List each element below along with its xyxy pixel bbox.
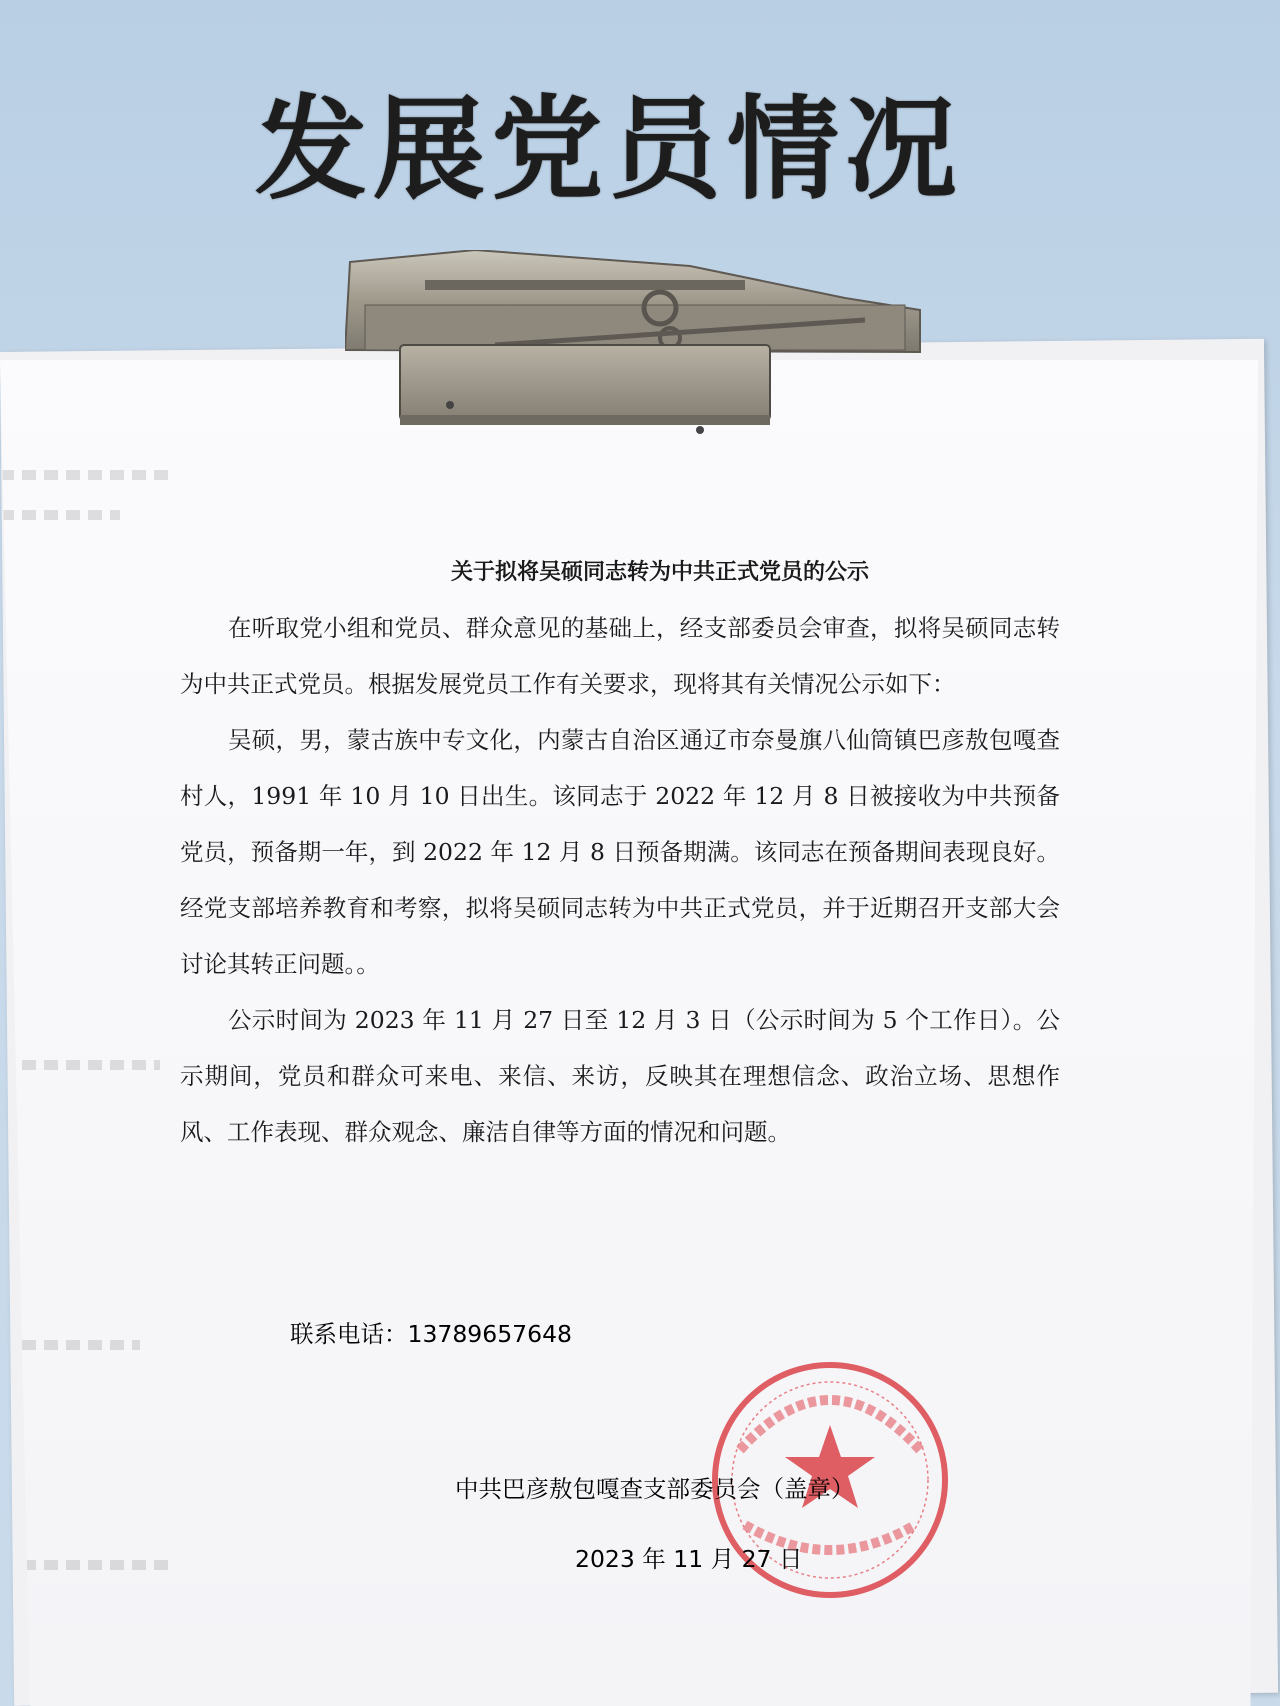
board-title: 发展党员情况 xyxy=(255,85,963,215)
notice-paragraph-1: 在听取党小组和党员、群众意见的基础上，经支部委员会审查，拟将吴硕同志转为中共正式党员。根据发展党员工作有关要求，现将其有关情况公示如下： xyxy=(180,614,1060,698)
metal-clip-icon xyxy=(345,250,925,480)
notice-paragraph-3: 公示时间为 2023 年 11 月 27 日至 12 月 3 日（公示时间为 5 个工作日）。公示期间，党员和群众可来电、来信、来访，反映其在理想信念、政治立场、思想作风、工作表现、群众观念、廉洁自律等方面的情况和问题。 xyxy=(180,1006,1060,1146)
issuing-organization: 中共巴彦敖包嘎查支部委员会（盖章） xyxy=(455,1475,855,1503)
notice-title: 关于拟将吴硕同志转为中共正式党员的公示 xyxy=(450,560,869,585)
notice-paragraph-2: 吴硕，男，蒙古族中专文化，内蒙古自治区通辽市奈曼旗八仙筒镇巴彦敖包嘎查村人，1991 年 10 月 10 日出生。该同志于 2022 年 12 月 8 日被接收为中共预备党员，预备期一年，到 2022 年 12 月 8 日预备期满。该同志在预备期间表现良好。经党支部培养教育和考察，拟将吴硕同志转为中共正式党员，并于近期召开支部大会讨论其转正问题。。 xyxy=(180,726,1060,978)
notice-document xyxy=(180,555,1060,1160)
contact-phone: 联系电话：13789657648 xyxy=(290,1320,572,1348)
issue-date: 2023 年 11 月 27 日 xyxy=(575,1545,803,1573)
